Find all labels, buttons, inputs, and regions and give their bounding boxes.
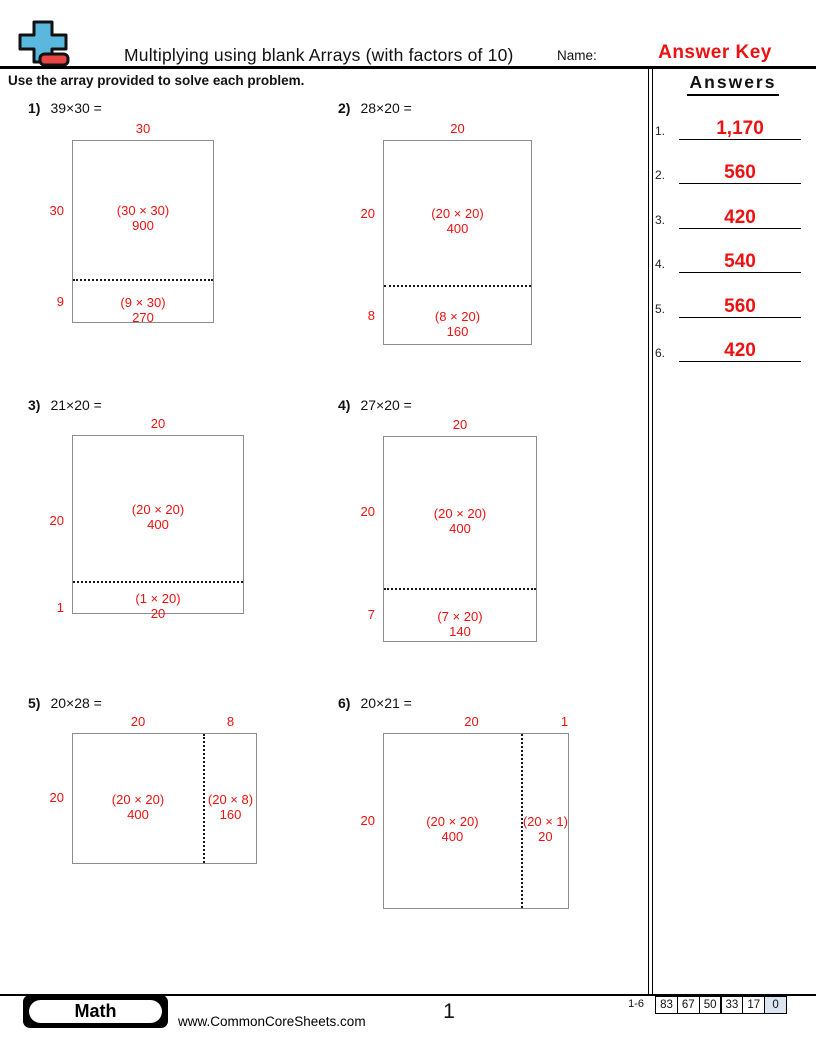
region-text (437, 609, 482, 639)
region-expression: (20 × 20) (426, 814, 479, 829)
region-expression: (1 × 20) (135, 591, 181, 606)
array-region (384, 141, 531, 287)
array-region (384, 437, 536, 590)
score-cell: 33 (720, 996, 743, 1014)
region-product: 20 (150, 606, 166, 621)
answer-key-value: Answer Key (658, 42, 772, 63)
array-box (72, 435, 244, 621)
score-cell: 17 (742, 996, 765, 1014)
array-top-label: 8 (226, 714, 235, 729)
region-product: 20 (538, 829, 553, 844)
array-top-label: 20 (450, 121, 465, 136)
region-product: 270 (132, 309, 154, 325)
region-text (426, 814, 478, 844)
answer-item (655, 118, 801, 140)
region-text (132, 502, 184, 532)
array-side-label: 7 (367, 607, 375, 622)
array-box (383, 733, 569, 909)
array-top-label: 20 (452, 417, 468, 432)
answer-value: 420 (679, 340, 801, 362)
answers-title: Answers (687, 72, 780, 96)
array-side-label: 30 (49, 203, 64, 218)
problem-header (28, 100, 102, 116)
region-expression: (7 × 20) (437, 608, 483, 624)
answer-number: 3. (655, 213, 666, 227)
score-cell: 50 (699, 996, 722, 1014)
problem-number: 5) (28, 695, 41, 711)
region-text (135, 591, 180, 621)
region-expression: (20 × 20) (131, 501, 185, 517)
score-table (655, 996, 787, 1014)
answer-value: 420 (679, 207, 801, 229)
name-label: Name: (557, 48, 597, 63)
region-product: 400 (147, 516, 169, 532)
region-text (112, 792, 164, 822)
region-text (523, 814, 568, 844)
array-top-label: 20 (130, 714, 146, 729)
problem-header (28, 695, 102, 711)
array-region (523, 734, 568, 908)
array-side-label: 1 (56, 600, 64, 615)
region-expression: (30 × 30) (116, 203, 170, 218)
answers-panel-header (653, 72, 813, 96)
array-side-label: 20 (360, 504, 375, 519)
answer-value: 540 (679, 251, 801, 273)
score-cell: 67 (677, 996, 700, 1014)
array-side-label: 20 (360, 206, 375, 221)
region-product: 400 (127, 806, 149, 822)
math-badge-label: Math (29, 1000, 162, 1023)
answer-item (655, 207, 801, 229)
answer-value: 560 (679, 162, 801, 184)
answer-number: 1. (655, 124, 666, 138)
website-text: www.CommonCoreSheets.com (178, 1014, 366, 1029)
array-region (73, 141, 213, 281)
region-text (435, 309, 480, 339)
answer-item (655, 251, 801, 273)
answer-number: 4. (655, 257, 666, 271)
answer-item (655, 296, 801, 318)
region-expression: (20 × 1) (522, 814, 568, 829)
array-region (384, 734, 523, 908)
problem-question: 20×21 = (360, 695, 412, 711)
answer-number: 2. (655, 168, 666, 182)
answer-value: 560 (679, 296, 801, 318)
region-text (434, 506, 486, 536)
region-product: 400 (449, 520, 471, 536)
array-side-label: 9 (56, 294, 64, 309)
instruction-text: Use the array provided to solve each problem. (8, 73, 305, 88)
header-rule (0, 66, 816, 69)
array-side-label: 20 (49, 513, 64, 528)
array-region (73, 583, 243, 621)
array-top-label: 20 (464, 714, 479, 729)
array-region (384, 590, 536, 641)
problem-header (338, 695, 412, 711)
region-product: 400 (441, 829, 464, 844)
array-top-label: 30 (135, 121, 151, 136)
problem-question: 28×20 = (360, 100, 412, 116)
problem-number: 2) (338, 100, 351, 116)
array-side-label: 20 (360, 813, 375, 828)
array-box (72, 140, 214, 323)
problem-question: 20×28 = (50, 695, 102, 711)
page-number: 1 (443, 1000, 455, 1023)
answer-number: 5. (655, 302, 666, 316)
problem-header (28, 397, 102, 413)
region-text (117, 203, 169, 233)
array-region (73, 436, 243, 583)
array-box (383, 436, 537, 642)
answer-item (655, 162, 801, 184)
array-region (205, 734, 256, 863)
array-box (383, 140, 532, 345)
array-region (73, 734, 205, 863)
problem-header (338, 100, 412, 116)
array-top-label: 20 (150, 416, 166, 431)
region-text (208, 792, 253, 822)
region-product: 900 (132, 218, 154, 233)
problem-number: 1) (28, 100, 41, 116)
array-region (73, 281, 213, 325)
problem-number: 3) (28, 397, 41, 413)
answers-divider-line (648, 68, 653, 994)
array-region (384, 287, 531, 344)
region-expression: (20 × 20) (111, 791, 165, 807)
region-expression: (20 × 8) (207, 791, 254, 807)
array-box (72, 733, 257, 864)
array-side-label: 20 (49, 790, 64, 805)
answer-number: 6. (655, 346, 666, 360)
region-product: 160 (446, 323, 469, 339)
region-product: 140 (449, 623, 471, 639)
array-side-label: 8 (367, 308, 375, 323)
region-expression: (20 × 20) (433, 505, 487, 521)
problem-question: 21×20 = (50, 397, 102, 413)
region-expression: (9 × 30) (120, 294, 166, 310)
math-badge (23, 995, 168, 1028)
problem-number: 6) (338, 695, 351, 711)
problem-header (338, 397, 412, 413)
array-top-label: 1 (560, 714, 569, 729)
page-title: Multiplying using blank Arrays (with factors of 10) (124, 45, 514, 65)
region-text (431, 206, 483, 236)
problem-range: 1-6 (628, 998, 644, 1010)
region-product: 160 (219, 806, 242, 822)
answer-value: 1,170 (679, 118, 801, 140)
plus-minus-logo-icon (18, 20, 72, 68)
problem-question: 39×30 = (50, 100, 102, 116)
region-expression: (8 × 20) (434, 308, 481, 324)
region-product: 400 (446, 221, 469, 236)
region-expression: (20 × 20) (431, 206, 484, 221)
region-text (120, 295, 165, 325)
answer-item (655, 340, 801, 362)
score-cell: 83 (655, 996, 678, 1014)
score-cell-highlighted: 0 (764, 996, 787, 1014)
problem-number: 4) (338, 397, 351, 413)
problem-question: 27×20 = (360, 397, 412, 413)
